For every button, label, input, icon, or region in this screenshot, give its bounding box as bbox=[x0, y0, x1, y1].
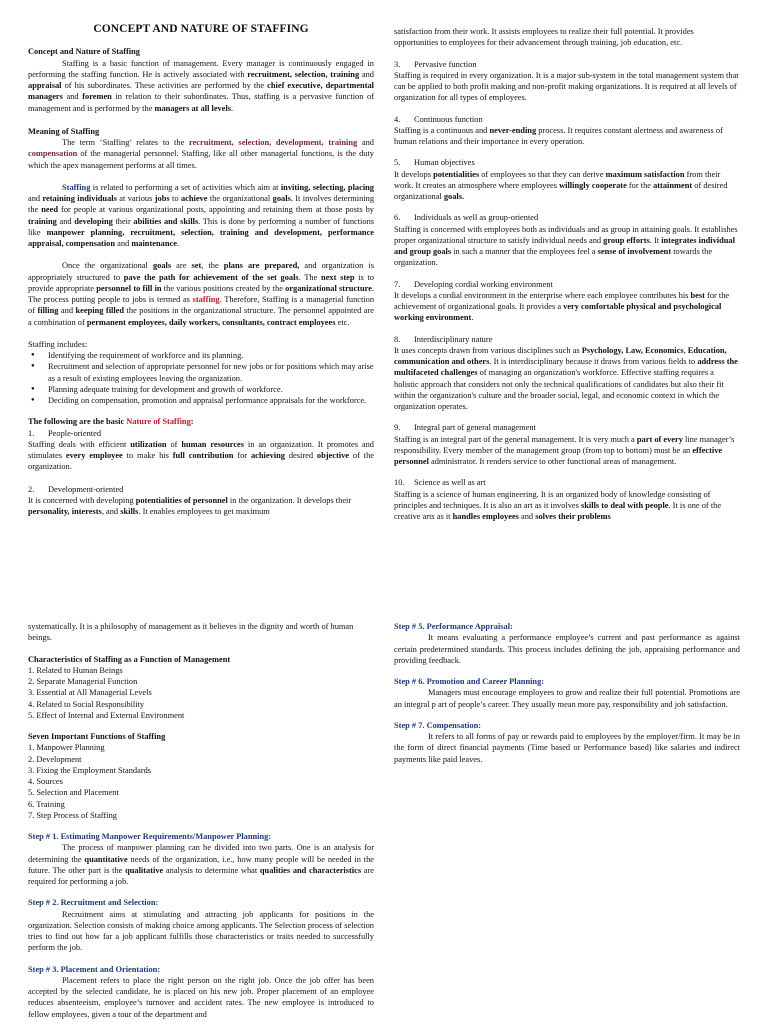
meaning-paragraph-3: Once the organizational goals are set, the plans are prepared, and organization is appropriately structured to pave the path for achievement of the set goals. The next step is to provide appropriate personnel to fill in the various positions created by the organizational structure. The process putting people to jobs is termed as staffing. Therefore, Staffing is a managerial function of filling and keeping filled the positions in the organizational structure. The personnel appointed are a combination of permanent employees, daily workers, consultants, contract employees etc. bbox=[28, 261, 375, 327]
list-item: 2. Development bbox=[28, 754, 82, 764]
section-heading-concept: Concept and Nature of Staffing bbox=[28, 47, 140, 57]
step-5-text: It means evaluating a performance employee’s current and past performance as against certain predetermined standards. This process includes defining the job, appraising performance and providing feedback. bbox=[394, 633, 740, 665]
nature-item-3-title: 3. Pervasive function bbox=[394, 59, 477, 69]
step-2-heading: Step # 2. Recruitment and Selection: bbox=[28, 898, 159, 908]
nature-item-9-text: Staffing is an integral part of the general management. It is very much a part of every line manager’s responsibility. Every member of the management group (from top to bottom) must be an effective personnel administrator. It renders service to other functional areas of management. bbox=[394, 434, 735, 466]
continued-paragraph: systematically. It is a philosophy of management as it believes in the dignity and worth of human beings. bbox=[28, 622, 354, 643]
seven-functions-list bbox=[28, 742, 374, 821]
nature-item-1-text: Staffing deals with efficient utilization of human resources in an organization. It promotes and stimulates every employee to make his full contribution for achieving desired objective of the organization. bbox=[28, 439, 374, 472]
list-item: ● Planning adequate training for development and growth of workforce. bbox=[28, 384, 374, 395]
step-1-heading: Step # 1. Estimating Manpower Requirements/Manpower Planning: bbox=[28, 832, 272, 841]
nature-item-5-text: It develops potentialities of employees so that they can derive maximum satisfaction from their work. It creates an atmosphere where employees willingly cooperate for the attainment of desired organizational goals. bbox=[394, 169, 728, 201]
step-7-heading: Step # 7. Compensation: bbox=[394, 720, 482, 730]
concept-paragraph: Staffing is a basic function of management. Every manager is continuously engaged in performing the staffing function. He is actively associated with recruitment, selection, training and appraisal of his subordinates. These activities are performed by the chief executive, departmental managers and foremen in relation to their subordinates. Thus, staffing is a pervasive function of management and is performed by the managers at all levels. bbox=[28, 58, 374, 113]
meaning-paragraph-1: The term ‘Staffing’ relates to the recruitment, selection, development, training and compensation of the managerial personnel. Staffing, like all other managerial functions, is the duty which the apex management performs at all times. bbox=[28, 138, 374, 170]
nature-item-2-title: 2. Development-oriented bbox=[28, 484, 124, 494]
nature-item-6-text: Staffing is concerned with employees both as individuals and as group in attaining goals. It establishes proper organizational structure to satisfy individual needs and group efforts. It integrates individual and group goals in such a manner that the employees feel a sense of involvement towards the organization. bbox=[394, 224, 738, 268]
page1-left-column bbox=[28, 22, 374, 517]
step-1-text: The process of manpower planning can be divided into two parts. One is an analysis for determining the quantitative needs of the organization, i.e., how many people will be needed in the future. The other part is the qualitative analysis to determine what qualities and characteristics are required for performing a job. bbox=[28, 843, 374, 886]
step-5-heading: Step # 5. Performance Appraisal: bbox=[394, 622, 513, 631]
nature-item-10-title: 10. Science as well as art bbox=[394, 478, 486, 488]
page2-right-column bbox=[394, 621, 740, 765]
page2-left-column bbox=[28, 621, 374, 1020]
list-item: 2. Separate Managerial Function bbox=[28, 677, 138, 686]
nature-item-9-title: 9. Integral part of general management bbox=[394, 423, 536, 433]
characteristics-list bbox=[28, 665, 374, 721]
page-break bbox=[0, 574, 768, 612]
list-item: 4. Related to Social Responsibility bbox=[28, 699, 145, 709]
step-3-heading: Step # 3. Placement and Orientation: bbox=[28, 964, 161, 974]
nature-item-7-title: 7. Developing cordial working environment bbox=[394, 279, 553, 289]
section-heading-meaning: Meaning of Staffing bbox=[28, 126, 100, 136]
step-2-text: Recruitment aims at stimulating and attracting job applicants for positions in the organization. Selection consists of making choice among applicants. The Selection process of selection tries to find out how far a job applicant fulfills those characteristics or traits needed to successfully perform the job. bbox=[28, 909, 374, 953]
page1-right-column bbox=[394, 26, 740, 522]
characteristics-heading: Characteristics of Staffing as a Function of Management bbox=[28, 654, 231, 664]
document-title: CONCEPT AND NATURE OF STAFFING bbox=[93, 23, 309, 35]
nature-item-4-text: Staffing is a continuous and never-ending process. It requires constant alertness and awareness of human relations and their importance in every operation. bbox=[394, 125, 723, 146]
list-item: ● Recruitment and selection of appropriate personnel for new jobs or for positions which may arise as a result of existing employees leaving the organization. bbox=[28, 361, 374, 384]
nature-item-7-text: It develops a cordial environment in the enterprise where each employee contributes his best for the achievement of organizational goals. It provides a very comfortable physical and psychological working environment. bbox=[394, 290, 730, 323]
staffing-includes-label: Staffing includes: bbox=[28, 339, 88, 349]
list-item: 1. Manpower Planning bbox=[28, 743, 105, 753]
nature-heading: The following are the basic Nature of Staffing: bbox=[28, 417, 194, 427]
list-item: ● Identifying the requirement of workforce and its planning. bbox=[28, 350, 374, 361]
meaning-paragraph-2: Staffing is related to performing a set of activities which aim at inviting, selecting, placing and retaining individuals at various jobs to achieve the organizational goals. It involves determining the need for people at various organizational posts, appointing and retaining them at those posts by training and developing their abilities and skills. This is done by performing a number of functions like manpower planning, recruitment, selection, training and development, performance appraisal, compensation and maintenance. bbox=[28, 182, 375, 249]
seven-functions-heading: Seven Important Functions of Staffing bbox=[28, 732, 166, 741]
document-page-2 bbox=[0, 612, 768, 1024]
nature-item-8-title: 8. Interdisciplinary nature bbox=[394, 334, 493, 344]
step-7-text: It refers to all forms of pay or rewards paid to employees by the employer/firm. It may be in the form of direct financial payments (Time based or Performance based) like salaries and indirect payments like paid leaves. bbox=[394, 732, 740, 764]
nature-item-1-title: 1. People-oriented bbox=[28, 428, 102, 438]
step-6-text: Managers must encourage employees to grow and realize their full potential. Promotions are an integral p art of people’s career. They usually mean more pay, responsibility and job satisfaction. bbox=[394, 688, 740, 709]
list-item: 3. Fixing the Employment Standards bbox=[28, 765, 152, 775]
list-item: 5. Selection and Placement bbox=[28, 788, 119, 798]
list-item: 5. Effect of Internal and External Environment bbox=[28, 710, 185, 720]
nature-item-6-title: 6. Individuals as well as group-oriented bbox=[394, 213, 539, 223]
step-3-text: Placement refers to place the right person on the right job. Once the job offer has been accepted by the selected candidate, he is placed on his new job. Proper placement of an employee reduces absenteeism, employee’s turnover and accident rates. The new employee is introduced to fellow employees, given a tour of the department and bbox=[28, 975, 374, 1019]
list-item: 4. Sources bbox=[28, 777, 63, 786]
nature-item-3-text: Staffing is required in every organization. It is a major sub-system in the total management system that can be applied to both profit making and non-profit making organizations. It is required at all levels of organization for all types of employees. bbox=[394, 70, 739, 103]
nature-item-4-title: 4. Continuous function bbox=[394, 114, 483, 124]
list-item: 7. Step Process of Staffing bbox=[28, 810, 117, 820]
list-item: 3. Essential at All Managerial Levels bbox=[28, 688, 152, 698]
nature-item-8-text: It uses concepts drawn from various disciplines such as Psychology, Law, Economics, Education, communication and others. It is interdisciplinary because it draws from various fields to address the multifaceted challenges of managing an organization's workforce. Effective staffing requires a holistic approach that considers not only the technical qualifications of candidates but also their fit within the organization's culture and the broader social, legal, and economic context in which the organization operates. bbox=[394, 345, 738, 411]
nature-item-10-text: Staffing is a science of human engineering. It is an organized body of knowledge consisting of principles and techniques. It is also an art as it involves skills to deal with people. It is one of the creative arts as it handles employees and solves their problems bbox=[394, 489, 722, 521]
list-item: ● Deciding on compensation, promotion and appraisal performance appraisals for the workforce. bbox=[28, 395, 374, 406]
list-item: 1. Related to Human Beings bbox=[28, 665, 123, 675]
list-item: 6. Training bbox=[28, 799, 65, 809]
nature-item-2-text: It is concerned with developing potentialities of personnel in the organization. It develops their personality, interests, and skills. It enables employees to get maximum bbox=[28, 495, 352, 517]
nature-item-5-title: 5. Human objectives bbox=[394, 158, 475, 168]
step-6-heading: Step # 6. Promotion and Career Planning: bbox=[394, 677, 545, 686]
staffing-includes-list bbox=[28, 350, 374, 406]
continued-paragraph: satisfaction from their work. It assists employees to realize their full potential. It provides opportunities to employees for their advancement through training, job education, etc. bbox=[394, 27, 694, 48]
